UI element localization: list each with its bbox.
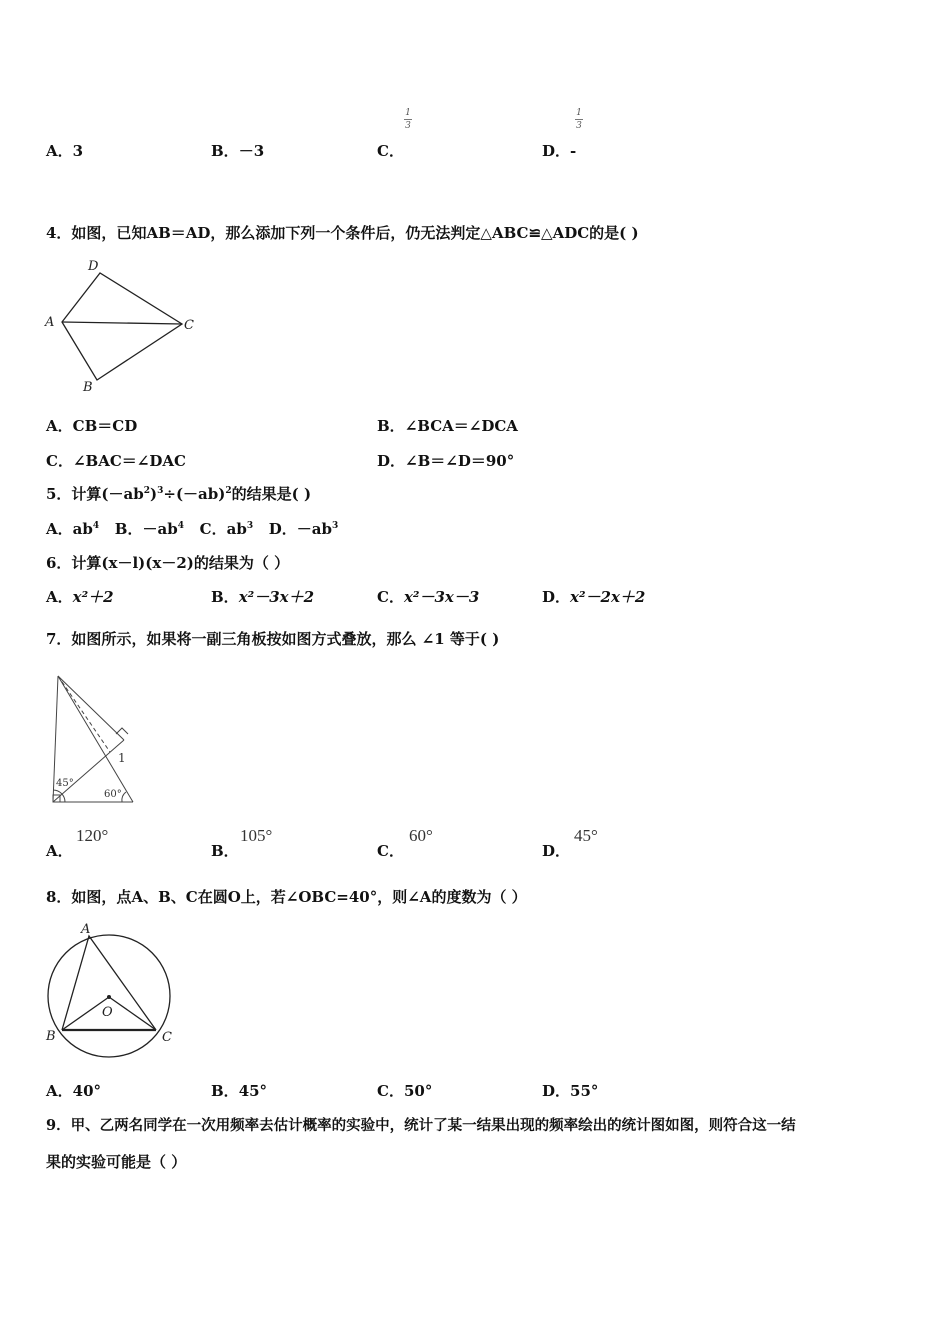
q6-question: 6．计算(x－l)(x－2)的结果为（ ） xyxy=(46,554,290,572)
q8-option-a: A．40° xyxy=(46,1082,102,1100)
q6-option-a: A．x²＋2 xyxy=(46,588,114,606)
q8-center-point xyxy=(107,995,111,999)
q7-option-b-value: 105° xyxy=(240,826,273,845)
q5-option-a: A．$ab^4$ xyxy=(46,520,100,538)
q7-question: 7．如图所示，如果将一副三角板按如图方式叠放，那么 ∠1 等于( ) xyxy=(46,630,500,648)
q8-label-o: O xyxy=(102,1005,113,1020)
q4-label-a: A xyxy=(45,315,55,330)
q4-diagonal-ac xyxy=(62,322,182,324)
q7-option-c-letter: C． xyxy=(377,842,404,860)
q7-option-d-value: 45° xyxy=(574,826,598,845)
q6-option-d: D．x²－2x＋2 xyxy=(542,588,646,606)
q4-option-a: A．CB＝CD xyxy=(46,417,138,435)
q7-option-c-value: 60° xyxy=(409,826,433,845)
q6-option-b: B．x²－3x＋2 xyxy=(211,588,315,606)
q4-option-d: D．∠B＝∠D＝90° xyxy=(377,452,515,470)
q8-label-b: B xyxy=(46,1029,56,1044)
q8-option-c: C．50° xyxy=(377,1082,433,1100)
q5-option-c: C．$ab^3$ xyxy=(199,520,254,538)
q4-option-b: B．∠BCA＝∠DCA xyxy=(377,417,518,435)
q7-option-b-letter: B． xyxy=(211,842,239,860)
q7-right-angle-mark xyxy=(116,728,128,734)
q7-label-45: 45° xyxy=(56,778,74,789)
q6-option-c: C．x²－3x－3 xyxy=(377,588,480,606)
q8-circle-figure xyxy=(44,920,178,1060)
q8-question: 8．如图，点A、B、C在圆O上，若∠OBC=40°，则∠A的度数为（ ） xyxy=(46,888,527,906)
q3-option-b: B．－3 xyxy=(211,142,265,160)
q7-triangles-figure xyxy=(44,668,144,810)
q3-fraction-c: 1 3 xyxy=(405,108,411,131)
q8-option-d: D．55° xyxy=(542,1082,599,1100)
q4-kite-outline xyxy=(62,273,182,380)
q4-label-b: B xyxy=(83,380,93,395)
q4-kite-figure xyxy=(40,254,205,399)
q5-options xyxy=(46,518,338,539)
q8-option-b: B．45° xyxy=(211,1082,268,1100)
q5-option-d: D．$-ab^3$ xyxy=(268,520,339,538)
q7-label-1: 1 xyxy=(118,751,126,765)
q3-option-a: A．3 xyxy=(46,142,84,160)
q5-question: 5．计算$(-ab^2)^3\div(-ab)^2$的结果是( ) xyxy=(46,485,312,503)
q7-label-60: 60° xyxy=(104,789,122,800)
q3-option-d: D．- xyxy=(542,142,577,160)
q9-question-line1: 9．甲、乙两名同学在一次用频率去估计概率的实验中，统计了某一结果出现的频率绘出的统计图如图，则符合这一结 xyxy=(46,1117,796,1134)
q7-option-a-letter: A． xyxy=(46,842,73,860)
q5-option-b: B．$-ab^4$ xyxy=(114,520,184,538)
q4-question: 4．如图，已知AB＝AD，那么添加下列一个条件后，仍无法判定△ABC≌△ADC的是( ) xyxy=(46,224,639,242)
q9-question-line2: 果的实验可能是（ ） xyxy=(46,1153,187,1171)
q7-arc-60 xyxy=(122,792,126,802)
q8-label-c: C xyxy=(162,1030,172,1045)
q4-option-c: C．∠BAC＝∠DAC xyxy=(46,452,186,470)
q7-option-a-value: 120° xyxy=(76,826,109,845)
q3-option-c: C． xyxy=(377,142,404,160)
q4-label-c: C xyxy=(184,318,194,333)
q8-label-a: A xyxy=(81,922,91,937)
q7-dashed-line xyxy=(58,676,110,752)
q3-fraction-d: 1 3 xyxy=(576,108,582,131)
q4-label-d: D xyxy=(88,259,99,274)
q7-option-d-letter: D． xyxy=(542,842,571,860)
q7-top-edge xyxy=(58,676,124,740)
